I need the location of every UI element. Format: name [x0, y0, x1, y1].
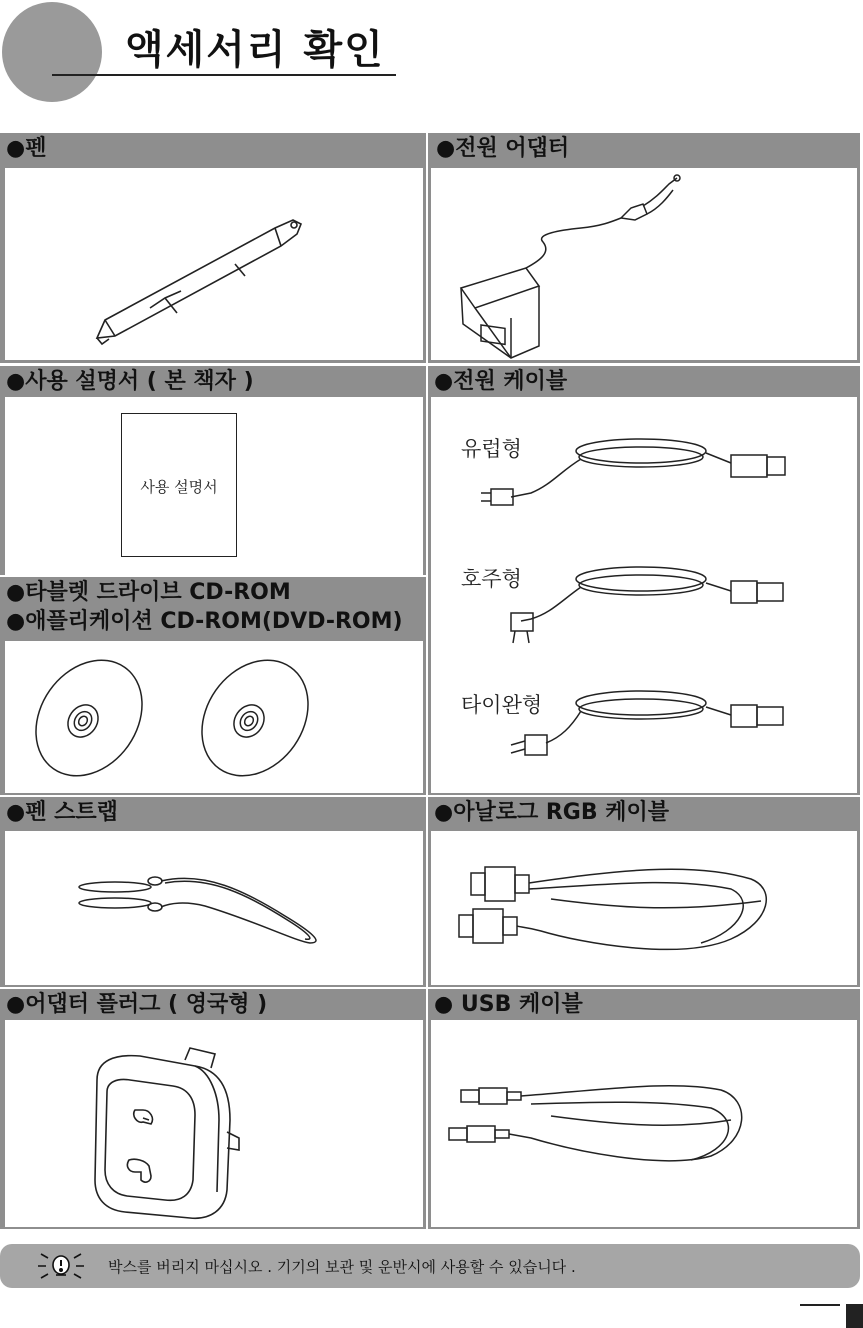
section-power-cable: [428, 366, 860, 795]
manual-booklet: [121, 413, 237, 557]
power-adapter-illustration: [431, 168, 857, 360]
tip-icon: [36, 1251, 86, 1281]
power-cable-illustration: [431, 397, 857, 793]
section-pen-strap: [0, 797, 426, 987]
pen-illustration: [5, 168, 423, 360]
section-cd: [0, 577, 426, 795]
usb-cable-illustration: [431, 1020, 857, 1227]
section-adapter-plug: [0, 989, 426, 1229]
manual-image-area: [5, 397, 423, 575]
adapter-plug-illustration: [5, 1020, 423, 1227]
section-manual: [0, 366, 426, 575]
section-header-pen: ●펜: [6, 136, 47, 161]
header-circle: [2, 2, 102, 102]
cable-type-australia: 호주형: [461, 567, 522, 591]
section-header-app-cd: ●애플리케이션 CD-ROM(DVD-ROM): [6, 609, 403, 634]
section-header-rgb-cable: ●아날로그 RGB 케이블: [434, 800, 670, 825]
cd-discs-illustration: [5, 641, 423, 793]
section-usb-cable: [428, 989, 860, 1229]
page-footer-block: [846, 1304, 863, 1328]
rgb-cable-illustration: [431, 831, 857, 985]
rgb-cable-image-area: [431, 831, 857, 985]
section-header-power-cable: ●전원 케이블: [434, 369, 568, 394]
pen-strap-image-area: [5, 831, 423, 985]
cable-type-taiwan: 타이완형: [461, 693, 543, 717]
section-header-usb-cable: ● USB 케이블: [434, 992, 583, 1017]
section-power-adapter: [428, 133, 860, 363]
pen-strap-illustration: [5, 831, 423, 985]
section-header-power-adapter: ●전원 어댑터: [436, 136, 570, 161]
usb-cable-image-area: [431, 1020, 857, 1227]
power-cable-image-area: [431, 397, 857, 793]
section-header-pen-strap: ●펜 스트랩: [6, 800, 118, 825]
section-rgb-cable: [428, 797, 860, 987]
section-header-adapter-plug: ●어댑터 플러그 ( 영국형 ): [6, 992, 268, 1017]
manual-cover-text: 사용 설명서: [140, 478, 218, 496]
pen-image-area: [5, 168, 423, 360]
section-pen: [0, 133, 426, 363]
section-header-manual: ●사용 설명서 ( 본 책자 ): [6, 369, 254, 394]
note-text: 박스를 버리지 마십시오 . 기기의 보관 및 운반시에 사용할 수 있습니다 .: [108, 1258, 576, 1276]
power-adapter-image-area: [431, 168, 857, 360]
cd-image-area: [5, 641, 423, 793]
title-underline: [52, 74, 396, 76]
tip-note: [0, 1244, 860, 1288]
section-header-driver-cd: ●타블렛 드라이브 CD-ROM: [6, 580, 291, 605]
page-footer-line: [800, 1304, 840, 1306]
adapter-plug-image-area: [5, 1020, 423, 1227]
cable-type-europe: 유럽형: [461, 437, 522, 461]
page-title: 액세서리 확인: [125, 27, 385, 73]
